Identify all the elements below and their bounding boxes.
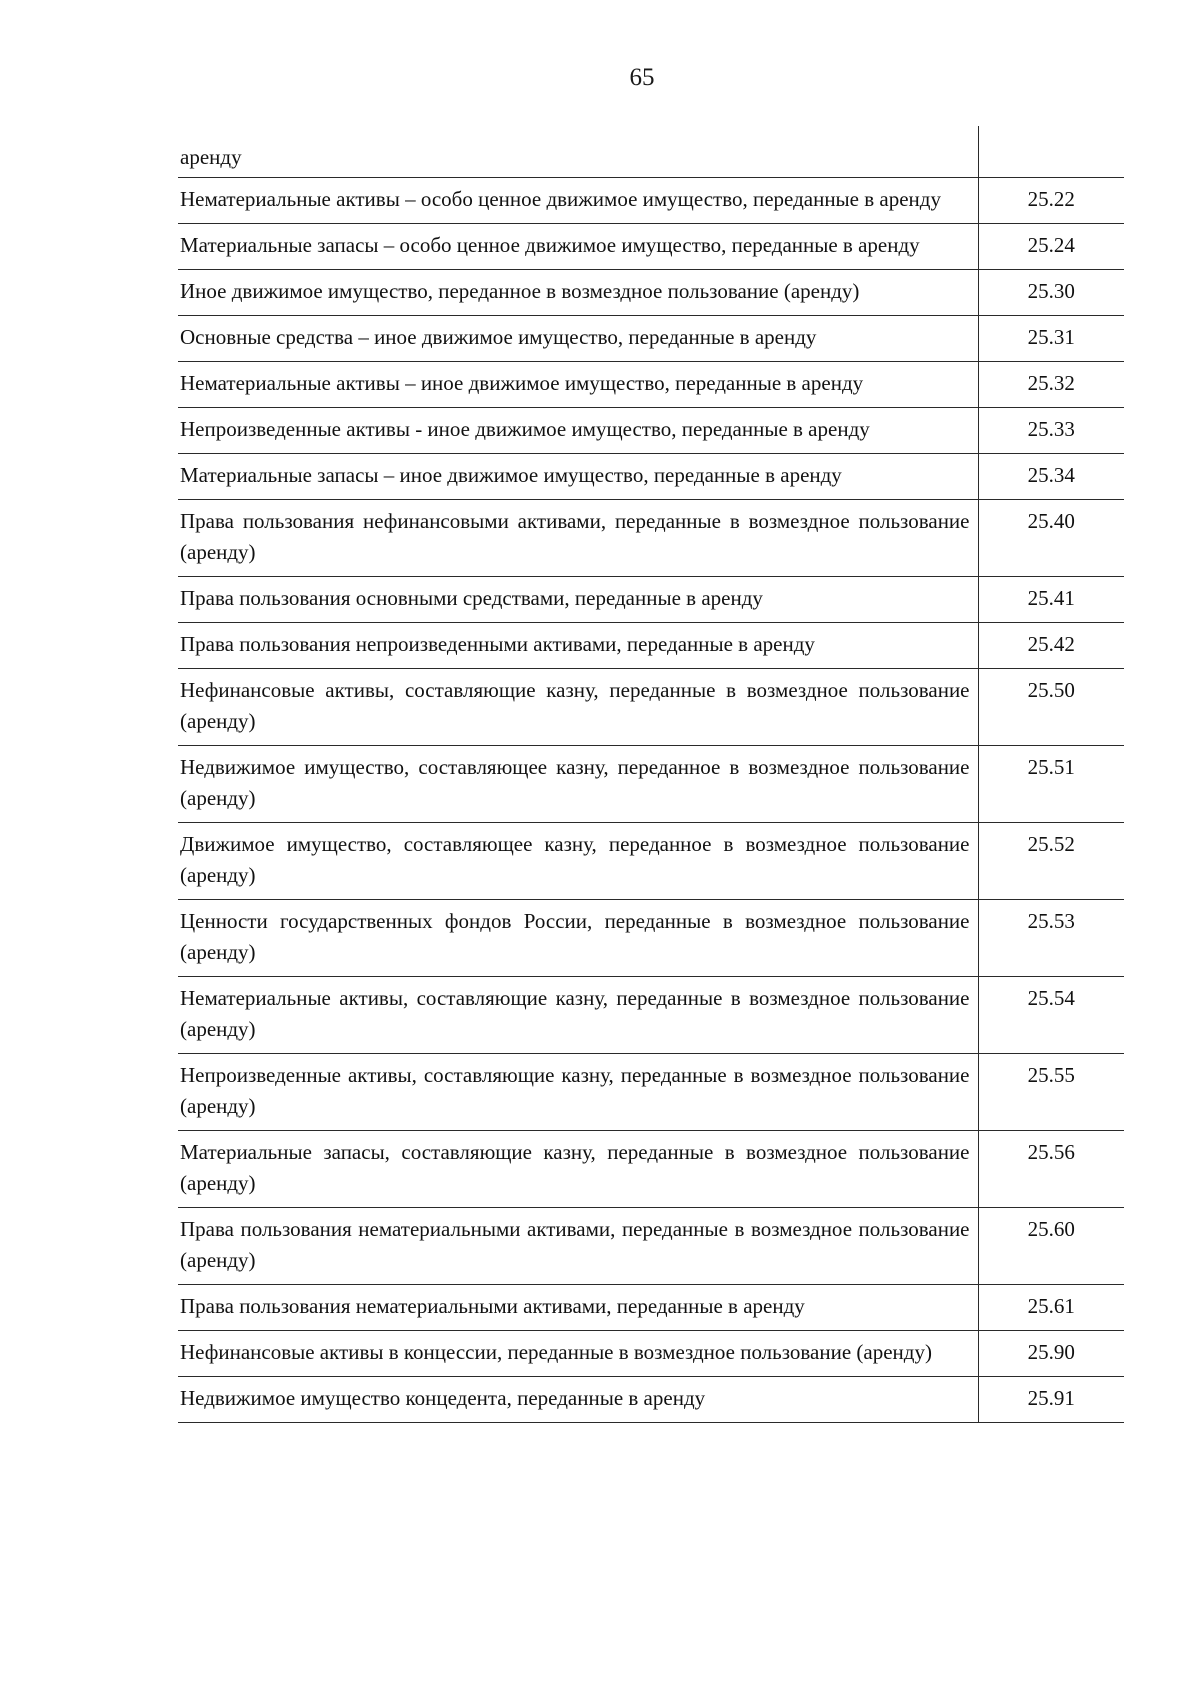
- row-description: Материальные запасы – иное движимое имущество, переданные в аренду: [178, 454, 978, 500]
- row-description: Иное движимое имущество, переданное в возмездное пользование (аренду): [178, 270, 978, 316]
- row-code: 25.50: [978, 669, 1124, 746]
- row-description: Нематериальные активы – иное движимое имущество, переданные в аренду: [178, 362, 978, 408]
- row-code: 25.22: [978, 178, 1124, 224]
- row-description: Права пользования нематериальными активами, переданные в возмездное пользование (аренду): [178, 1208, 978, 1285]
- table-row: [178, 500, 1124, 577]
- row-description: Материальные запасы, составляющие казну, переданные в возмездное пользование (аренду): [178, 1131, 978, 1208]
- page-number: 65: [629, 64, 655, 91]
- table-row: [178, 316, 1124, 362]
- table-row: [178, 977, 1124, 1054]
- table-row: [178, 178, 1124, 224]
- row-code: 25.52: [978, 823, 1124, 900]
- table-row: [178, 362, 1124, 408]
- row-code: 25.61: [978, 1285, 1124, 1331]
- row-code: 25.90: [978, 1331, 1124, 1377]
- row-description: Недвижимое имущество, составляющее казну, переданное в возмездное пользование (аренду): [178, 746, 978, 823]
- row-description: Права пользования нефинансовыми активами, переданные в возмездное пользование (аренду): [178, 500, 978, 577]
- row-code: 25.30: [978, 270, 1124, 316]
- table-body: [178, 126, 1124, 1423]
- row-description: Нематериальные активы – особо ценное движимое имущество, переданные в аренду: [178, 178, 978, 224]
- row-code: 25.51: [978, 746, 1124, 823]
- row-code: 25.54: [978, 977, 1124, 1054]
- row-description: Недвижимое имущество концедента, переданные в аренду: [178, 1377, 978, 1423]
- row-code: 25.32: [978, 362, 1124, 408]
- row-description: Материальные запасы – особо ценное движимое имущество, переданные в аренду: [178, 224, 978, 270]
- row-description: Основные средства – иное движимое имущество, переданные в аренду: [178, 316, 978, 362]
- accounts-table: [178, 126, 1124, 1423]
- table-row: [178, 746, 1124, 823]
- row-code: 25.55: [978, 1054, 1124, 1131]
- row-code: 25.56: [978, 1131, 1124, 1208]
- table-row: [178, 454, 1124, 500]
- table-row: [178, 1208, 1124, 1285]
- table-row: [178, 900, 1124, 977]
- table-row: [178, 623, 1124, 669]
- row-code: 25.41: [978, 577, 1124, 623]
- table-row: [178, 1054, 1124, 1131]
- row-code: 25.91: [978, 1377, 1124, 1423]
- table-row: [178, 270, 1124, 316]
- row-code: 25.40: [978, 500, 1124, 577]
- row-code: 25.31: [978, 316, 1124, 362]
- table-row: [178, 408, 1124, 454]
- table-row: [178, 1331, 1124, 1377]
- table-row-continuation: [178, 126, 1124, 178]
- table-row: [178, 1131, 1124, 1208]
- row-description: Нематериальные активы, составляющие казну, переданные в возмездное пользование (аренду): [178, 977, 978, 1054]
- row-description: Права пользования нематериальными активами, переданные в аренду: [178, 1285, 978, 1331]
- row-code: 25.60: [978, 1208, 1124, 1285]
- row-code: 25.34: [978, 454, 1124, 500]
- table-row: [178, 577, 1124, 623]
- table-row: [178, 224, 1124, 270]
- row-description: Права пользования основными средствами, переданные в аренду: [178, 577, 978, 623]
- table-row: [178, 1377, 1124, 1423]
- row-description: Права пользования непроизведенными активами, переданные в аренду: [178, 623, 978, 669]
- row-code: 25.24: [978, 224, 1124, 270]
- row-code: 25.53: [978, 900, 1124, 977]
- row-description: Нефинансовые активы в концессии, переданные в возмездное пользование (аренду): [178, 1331, 978, 1377]
- table-row: [178, 669, 1124, 746]
- row-description: Непроизведенные активы, составляющие казну, переданные в возмездное пользование (аренду): [178, 1054, 978, 1131]
- row-code: 25.33: [978, 408, 1124, 454]
- row-description: аренду: [178, 126, 978, 178]
- row-description: Движимое имущество, составляющее казну, переданное в возмездное пользование (аренду): [178, 823, 978, 900]
- row-code: [978, 126, 1124, 178]
- row-description: Нефинансовые активы, составляющие казну, переданные в возмездное пользование (аренду): [178, 669, 978, 746]
- table-row: [178, 823, 1124, 900]
- row-description: Ценности государственных фондов России, переданные в возмездное пользование (аренду): [178, 900, 978, 977]
- table-row: [178, 1285, 1124, 1331]
- row-code: 25.42: [978, 623, 1124, 669]
- row-description: Непроизведенные активы - иное движимое имущество, переданные в аренду: [178, 408, 978, 454]
